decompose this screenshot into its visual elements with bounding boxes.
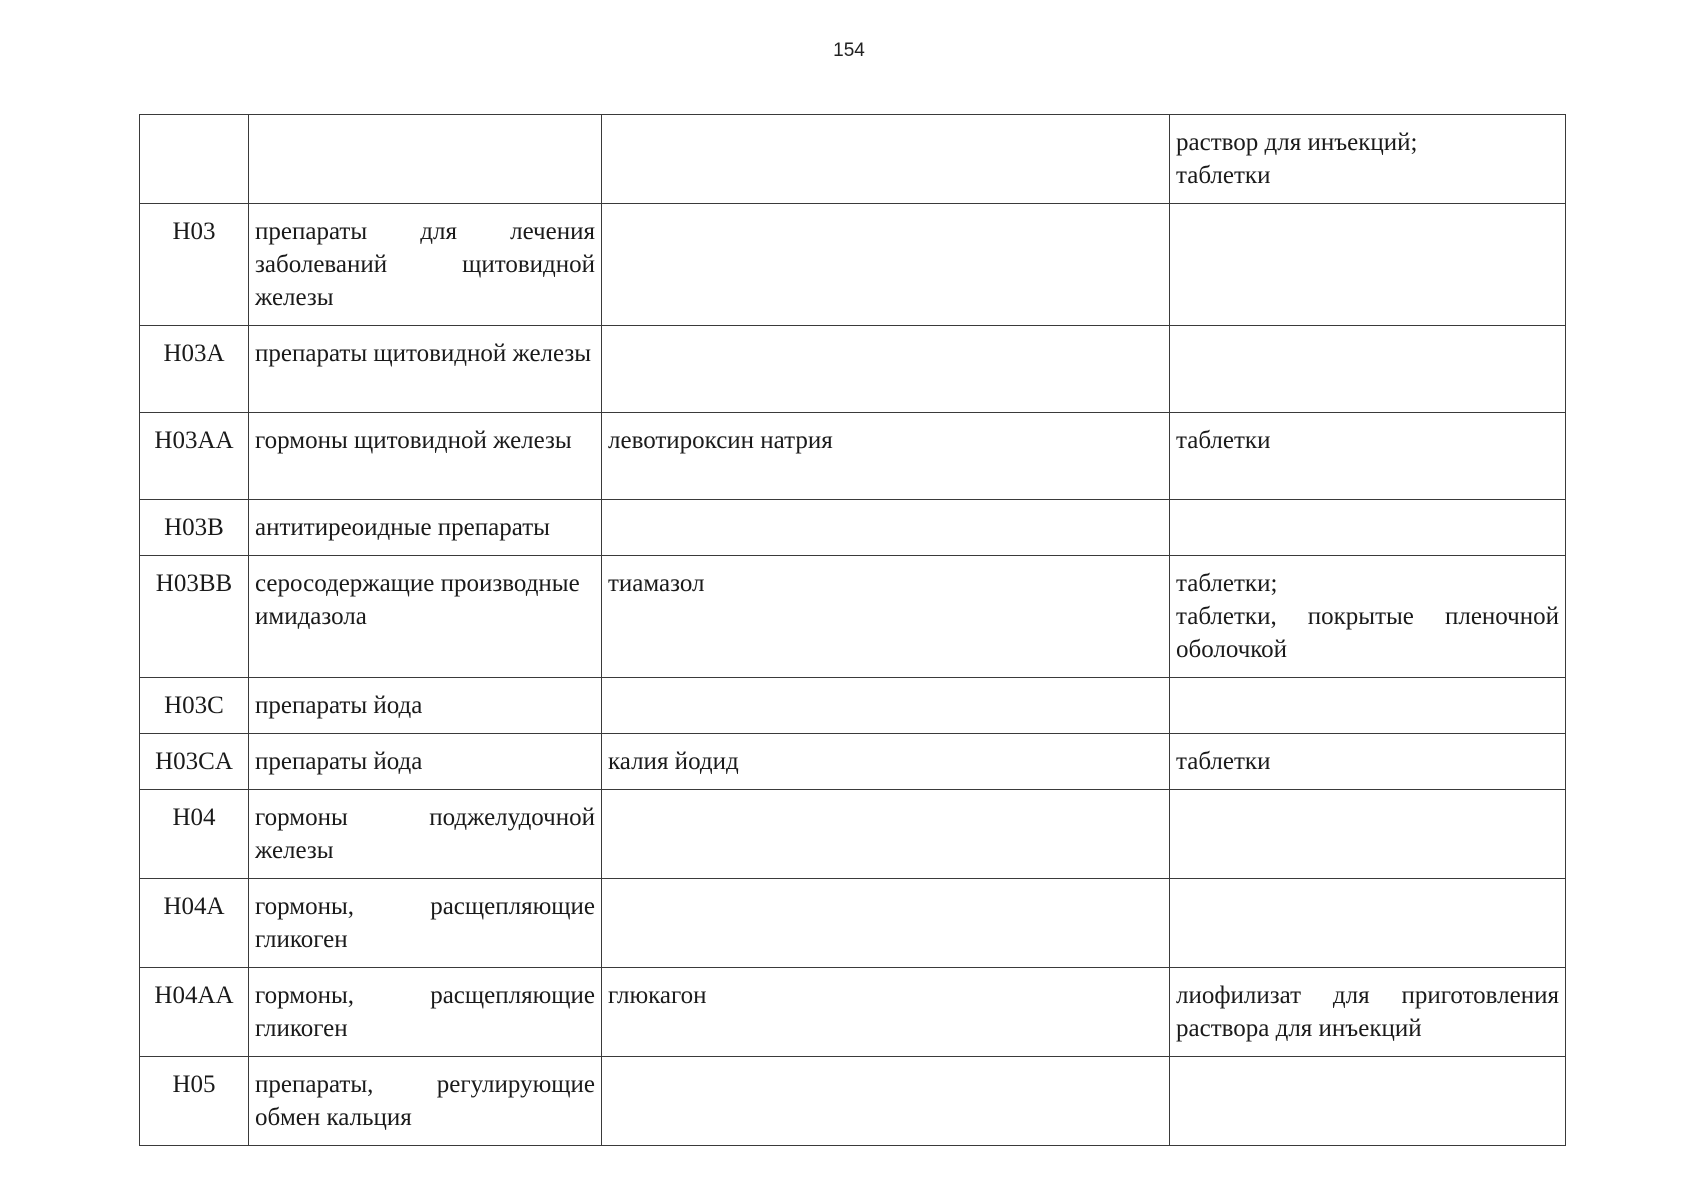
dosage-form-cell [1170, 500, 1566, 556]
table-row [140, 326, 1566, 413]
substance-cell: тиамазол [602, 556, 1170, 678]
atc-code-cell: H03B [140, 500, 249, 556]
pharmacological-group-cell: препараты щитовидной железы [249, 326, 602, 413]
pharmacological-group-cell [249, 115, 602, 204]
dosage-form-cell [1170, 734, 1566, 790]
table-row [140, 556, 1566, 678]
pharmacological-group-cell: серосодержащие производные имидазола [249, 556, 602, 678]
table-row [140, 678, 1566, 734]
atc-code-cell: H03AA [140, 413, 249, 500]
pharmacological-group-cell: препараты, регулирующие обмен кальция [249, 1057, 602, 1146]
dosage-form-line: таблетки [1176, 427, 1271, 454]
atc-code-cell: H03CA [140, 734, 249, 790]
dosage-form-cell [1170, 968, 1566, 1057]
pharmacological-group-cell: гормоны, расщепляющие гликоген [249, 879, 602, 968]
table-row [140, 734, 1566, 790]
dosage-form-cell [1170, 1057, 1566, 1146]
atc-code-cell: H03A [140, 326, 249, 413]
dosage-form-line: таблетки, покрытые пленочной оболочкой [1176, 603, 1559, 663]
atc-code-cell: H05 [140, 1057, 249, 1146]
substance-cell [602, 326, 1170, 413]
dosage-form-cell [1170, 326, 1566, 413]
pharmacological-group-cell: препараты для лечения заболеваний щитовидной железы [249, 204, 602, 326]
dosage-form-cell [1170, 204, 1566, 326]
atc-code-cell: H03C [140, 678, 249, 734]
substance-cell [602, 1057, 1170, 1146]
table-row [140, 413, 1566, 500]
dosage-form-line: таблетки [1176, 162, 1271, 189]
substance-cell [602, 204, 1170, 326]
substance-cell: глюкагон [602, 968, 1170, 1057]
dosage-form-cell [1170, 879, 1566, 968]
dosage-form-cell [1170, 678, 1566, 734]
table-row [140, 790, 1566, 879]
pharmacological-group-cell: гормоны щитовидной железы [249, 413, 602, 500]
table-row [140, 1057, 1566, 1146]
pharmacological-group-cell: гормоны, расщепляющие гликоген [249, 968, 602, 1057]
table-row [140, 879, 1566, 968]
table-row [140, 115, 1566, 204]
dosage-form-line: таблетки; [1176, 570, 1278, 597]
pharmacological-group-cell: препараты йода [249, 678, 602, 734]
atc-code-cell: H04A [140, 879, 249, 968]
substance-cell [602, 790, 1170, 879]
atc-code-cell: H04AA [140, 968, 249, 1057]
pharmacological-group-cell: антитиреоидные препараты [249, 500, 602, 556]
dosage-form-line: лиофилизат для приготовления раствора для инъекций [1176, 982, 1559, 1042]
substance-cell [602, 879, 1170, 968]
dosage-form-cell [1170, 556, 1566, 678]
dosage-form-cell [1170, 413, 1566, 500]
dosage-form-cell [1170, 790, 1566, 879]
atc-code-cell [140, 115, 249, 204]
drug-table [139, 114, 1566, 1146]
substance-cell: калия йодид [602, 734, 1170, 790]
atc-code-cell: H04 [140, 790, 249, 879]
substance-cell: левотироксин натрия [602, 413, 1170, 500]
pharmacological-group-cell: препараты йода [249, 734, 602, 790]
substance-cell [602, 678, 1170, 734]
substance-cell [602, 500, 1170, 556]
dosage-form-line: таблетки [1176, 748, 1271, 775]
table-row [140, 968, 1566, 1057]
substance-cell [602, 115, 1170, 204]
table-row [140, 204, 1566, 326]
page-number: 154 [833, 40, 865, 61]
table-row [140, 500, 1566, 556]
atc-code-cell: H03BB [140, 556, 249, 678]
pharmacological-group-cell: гормоны поджелудочной железы [249, 790, 602, 879]
dosage-form-cell [1170, 115, 1566, 204]
atc-code-cell: H03 [140, 204, 249, 326]
dosage-form-line: раствор для инъекций; [1176, 129, 1418, 156]
